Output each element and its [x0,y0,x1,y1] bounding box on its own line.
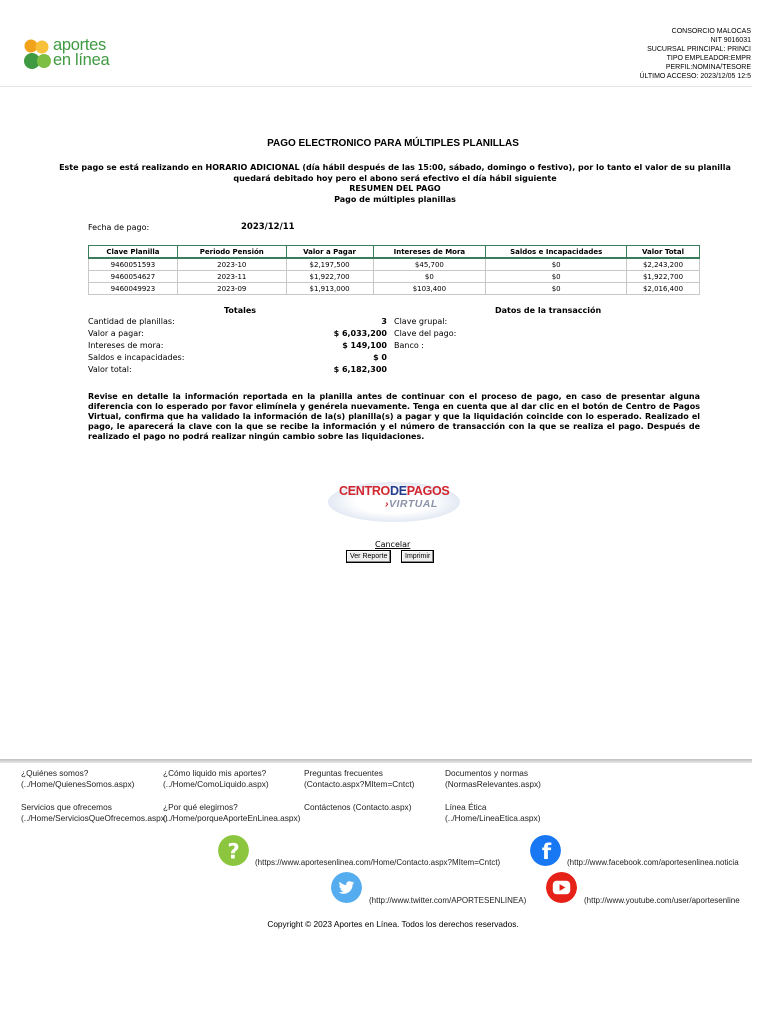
payment-date-value: 2023/12/11 [241,222,295,232]
table-cell: $0 [373,271,486,283]
svg-text:f: f [541,840,552,866]
table-cell: 2023-09 [177,283,286,295]
header-divider [0,86,752,87]
amount-to-pay-label: Valor a pagar: [88,329,144,338]
facebook-link[interactable]: (http://www.facebook.com/aportesenlinea.noticia [567,858,739,867]
view-report-button[interactable]: Ver Reporte [346,550,391,563]
review-instructions: Revise en detalle la información reportada en la planilla antes de continuar con el proceso de pago, en caso de presentar alguna diferencia con lo esperado por favor elimínela y genérela nuevamente. Tenga en cuenta que al dar clic en el botón de Centro de Pagos Virtual, confirma que ha validado la información de la(s) planilla(s) a pagar y que la liquidación coincide con lo esperado. Realizado el pago, le aparecerá la clave con la que se recibe la información y el número de transacción con la que se realiza el pago. Después de realizado el pago no podrá realizar ningún cambio sobre las liquidaciones. [88,392,700,441]
table-cell: 2023-10 [177,258,286,271]
table-cell: $2,016,400 [627,283,700,295]
company-branch: SUCURSAL PRINCIPAL: PRINCI [647,46,751,53]
table-header-row [89,246,700,259]
cancel-link[interactable]: Cancelar [375,540,411,549]
summary-heading: RESUMEN DEL PAGO [349,184,441,193]
table-cell: $1,922,700 [627,271,700,283]
table-cell: $1,913,000 [286,283,373,295]
user-profile: PERFIL:NOMINA/TESORE [665,64,751,71]
amount-to-pay-value: $ 6,033,200 [333,329,387,338]
copyright: Copyright © 2023 Aportes en Línea. Todos los derechos reservados. [267,919,519,929]
footer-link-por-que[interactable]: ¿Por qué elegirnos? (../Home/porqueAporteEnLinea.aspx) [163,802,301,823]
table-cell: $0 [486,258,627,271]
column-header: Valor Total [627,246,700,259]
bank-label: Banco : [394,341,424,350]
youtube-icon[interactable] [546,872,577,903]
footer-link-preguntas[interactable]: Preguntas frecuentes (Contacto.aspx?MItem=Cntct) [304,768,415,789]
footer-link-como-liquido[interactable]: ¿Cómo liquido mis aportes? (../Home/ComoLiquido.aspx) [163,768,269,789]
payment-center-title: CENTRODEPAGOS [339,484,450,498]
table-cell: 9460051593 [89,258,178,271]
table-cell: 9460054627 [89,271,178,283]
plan-count-label: Cantidad de planillas: [88,317,175,326]
footer-link-quienes-somos[interactable]: ¿Quiénes somos? (../Home/QuienesSomos.aspx) [21,768,135,789]
twitter-icon[interactable] [331,872,362,903]
balances-label: Saldos e incapacidades: [88,353,185,362]
page-title: PAGO ELECTRONICO PARA MÚLTIPLES PLANILLAS [267,138,519,149]
table-cell: $0 [486,271,627,283]
table-cell: $0 [486,283,627,295]
column-header: Valor a Pagar [286,246,373,259]
print-button[interactable]: Imprimir [401,550,434,563]
aportes-en-linea-logo[interactable] [22,37,122,73]
footer-link-documentos[interactable]: Documentos y normas (NormasRelevantes.aspx) [445,768,541,789]
logo-dots-icon [22,37,54,71]
employer-type: TIPO EMPLEADOR:EMPR [666,55,751,62]
footer-link-linea-etica[interactable]: Línea Ética (../Home/LineaEtica.aspx) [445,802,541,823]
table-row [89,283,700,295]
payment-center-button[interactable] [325,478,463,526]
late-interest-value: $ 149,100 [342,341,387,350]
svg-text:?: ? [227,839,240,865]
table-row [89,258,700,271]
table-row [89,271,700,283]
payment-key-label: Clave del pago: [394,329,457,338]
planillas-table [88,245,700,295]
totals-heading: Totales [224,306,257,315]
total-value: $ 6,182,300 [333,365,387,374]
help-link[interactable]: (https://www.aportesenlinea.com/Home/Contacto.aspx?MItem=Cntct) [255,858,501,867]
company-info [551,27,751,81]
company-nit: NIT 9016031 [710,37,751,44]
table-cell: $103,400 [373,283,486,295]
column-header: Periodo Pensión [177,246,286,259]
last-access: ÚLTIMO ACCESO: 2023/12/05 12:5 [639,73,751,80]
group-key-label: Clave grupal: [394,317,448,326]
summary-subheading: Pago de múltiples planillas [334,194,456,204]
twitter-link[interactable]: (http://www.twitter.com/APORTESENLINEA) [369,896,527,905]
table-cell: $1,922,700 [286,271,373,283]
payment-date-label: Fecha de pago: [88,223,150,232]
footer-divider [0,759,752,763]
footer-link-servicios[interactable]: Servicios que ofrecemos (../Home/ServiciosQueOfrecemos.aspx) [21,802,168,823]
late-interest-label: Intereses de mora: [88,341,164,350]
column-header: Saldos e Incapacidades [486,246,627,259]
column-header: Intereses de Mora [373,246,486,259]
table-cell: $2,243,200 [627,258,700,271]
logo-wordmark: aportes en línea [53,36,110,69]
facebook-icon[interactable] [530,835,561,866]
table-cell: 9460049923 [89,283,178,295]
youtube-link[interactable]: (http://www.youtube.com/user/aportesenline [584,896,740,905]
table-cell: 2023-11 [177,271,286,283]
table-cell: $2,197,500 [286,258,373,271]
transaction-heading: Datos de la transacción [495,306,602,315]
help-icon[interactable] [218,835,249,866]
company-name: CONSORCIO MALOCAS [671,28,751,35]
total-value-label: Valor total: [88,365,132,374]
column-header: Clave Planilla [89,246,178,259]
plan-count-value: 3 [381,317,387,326]
footer-link-contactenos[interactable]: Contáctenos (Contacto.aspx) [304,802,412,812]
schedule-notice: Este pago se está realizando en HORARIO ADICIONAL (día hábil después de las 15:00, sábado, domingo o festivo), por lo tanto el valor de su planilla quedará debitado hoy pero el abono será efectivo el día hábil siguiente RESUMEN DEL PAGO Pago de múltiples planillas [55,163,735,205]
balances-value: $ 0 [373,353,387,362]
table-cell: $45,700 [373,258,486,271]
payment-center-subtitle: ›VIRTUAL [385,498,438,510]
